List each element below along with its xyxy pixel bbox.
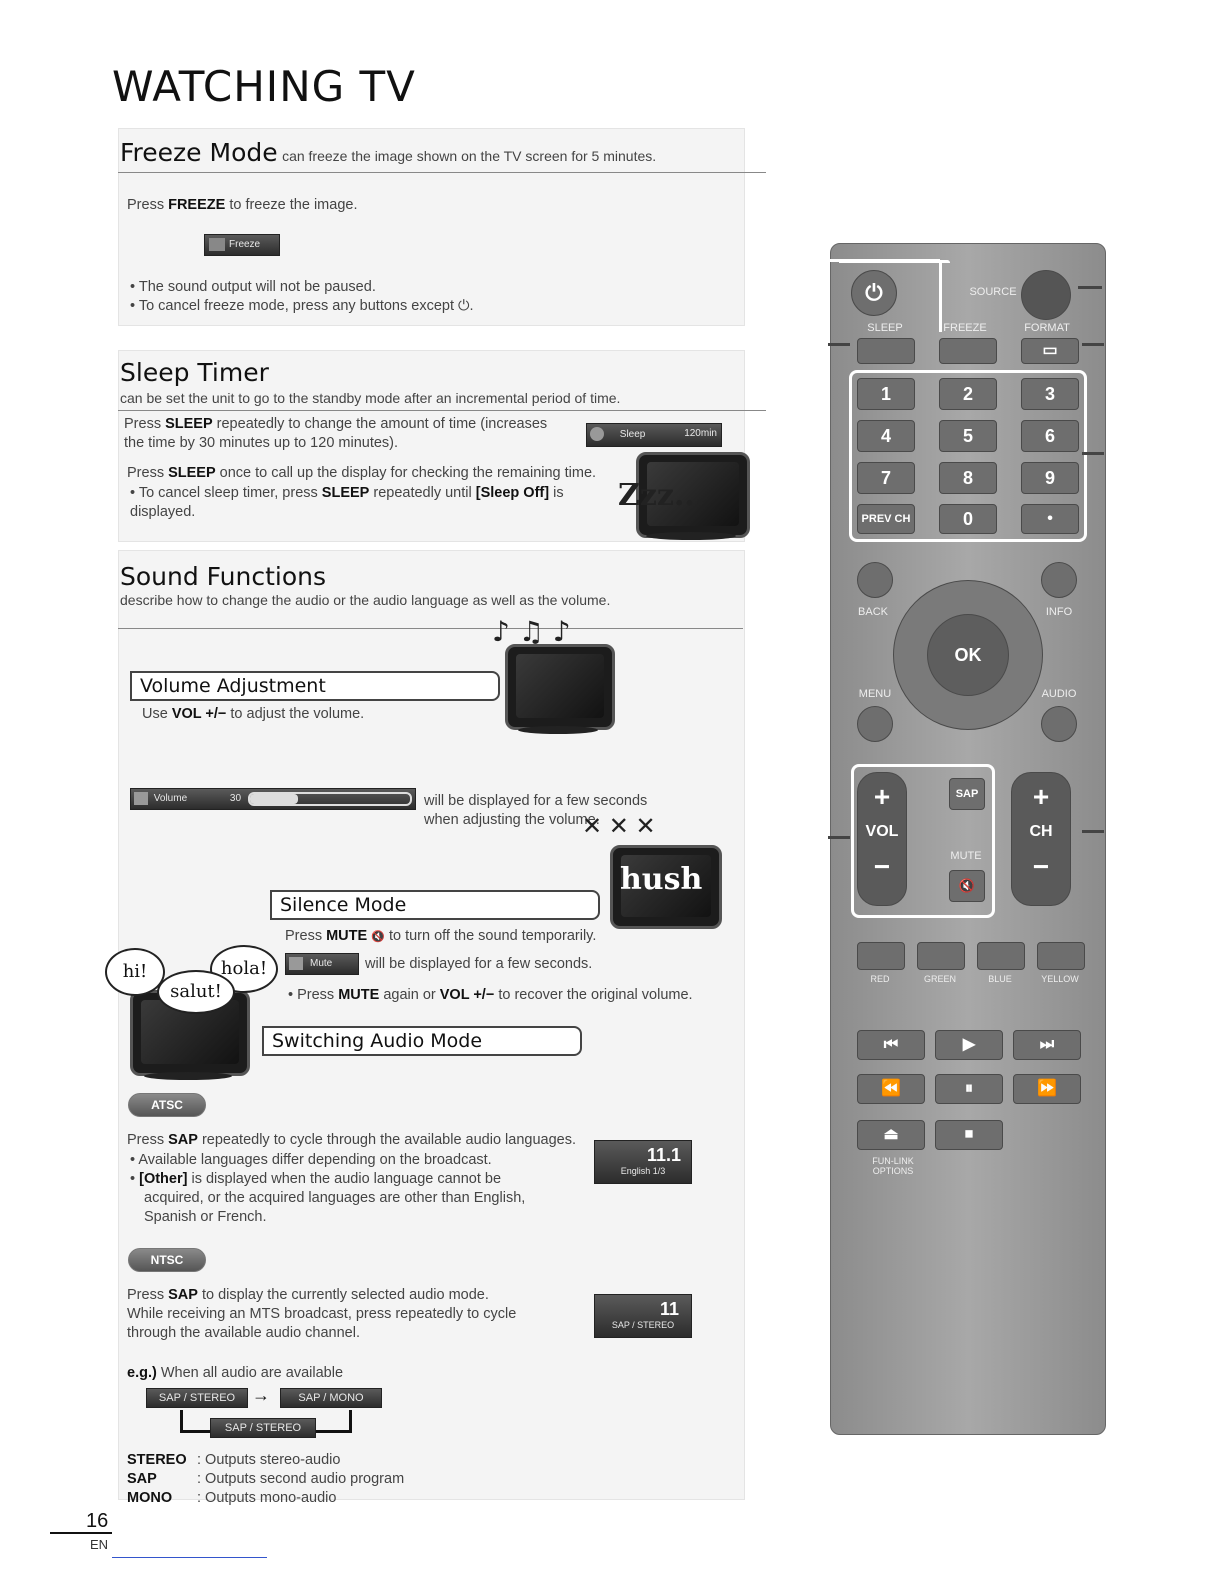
hush-text: hush [620, 862, 703, 897]
ntsc-osd: 11 SAP / STEREO [594, 1294, 692, 1338]
speaker-icon [134, 792, 148, 805]
ntsc-text: Press SAP to display the currently selected audio mode. While receiving an MTS broadcast, press repeatedly to cycle through the available audio channel. [127, 1287, 517, 1341]
sleep-desc: can be set the unit to go to the standby mode after an incremental period of time. [120, 390, 621, 406]
bubble-hola: hola! [210, 945, 278, 993]
atsc-badge: ATSC [128, 1093, 206, 1117]
remote-menu-label: MENU [858, 688, 892, 700]
legend-mono: MONO : Outputs mono-audio [127, 1490, 337, 1506]
remote-digit-0[interactable]: 0 [939, 504, 997, 534]
remote-sap-button[interactable]: SAP [949, 778, 985, 810]
remote-red-button[interactable] [857, 942, 905, 970]
remote-yellow-label: YELLOW [1041, 974, 1079, 984]
remote-control [830, 243, 1106, 1435]
freeze-bullets [130, 278, 730, 316]
remote-sleep-button[interactable] [857, 338, 915, 364]
audio-tv-stand [144, 1072, 232, 1080]
remote-skip-fwd-button[interactable]: ⏭ [1013, 1030, 1081, 1060]
remote-eject-button[interactable]: ⏏ [857, 1120, 925, 1150]
pause-icon [209, 238, 225, 251]
leader-line-ch [1082, 830, 1104, 833]
atsc-bullet-1: • Available languages differ depending on the broadcast. [130, 1152, 492, 1168]
remote-red-label: RED [870, 974, 890, 984]
page-number: 16 [86, 1510, 109, 1532]
atsc-bullets [130, 1151, 550, 1227]
remote-mute-label: MUTE [950, 850, 982, 862]
silence-heading: Silence Mode [270, 890, 600, 920]
volume-heading: Volume Adjustment [130, 671, 500, 701]
sound-desc: describe how to change the audio or the audio language as well as the volume. [120, 592, 611, 608]
remote-info-button[interactable] [1041, 562, 1077, 598]
remote-digit-2[interactable]: 2 [939, 378, 997, 410]
remote-freeze-button[interactable] [939, 338, 997, 364]
sleep-line-2: Press SLEEP once to call up the display for checking the remaining time. [127, 465, 597, 481]
page-lang: EN [90, 1537, 109, 1552]
remote-source-button[interactable] [1021, 270, 1071, 320]
leader-line-vol [828, 836, 850, 839]
remote-blue-label: BLUE [988, 974, 1012, 984]
volume-tv-stand [518, 726, 598, 734]
remote-mute-button[interactable]: 🔇 [949, 870, 985, 902]
remote-ch-rocker[interactable]: + CH − [1011, 772, 1071, 906]
audio-heading: Switching Audio Mode [262, 1026, 582, 1056]
remote-ffwd-button[interactable]: ⏩ [1013, 1074, 1081, 1104]
legend-stereo: STEREO : Outputs stereo-audio [127, 1452, 341, 1468]
page-title: WATCHING TV [112, 62, 416, 111]
leader-line-freeze [830, 259, 940, 262]
freeze-heading: Freeze Mode [120, 138, 278, 167]
remote-ok-button[interactable]: OK [927, 614, 1009, 696]
sleep-rule [118, 410, 766, 411]
remote-blue-button[interactable] [977, 942, 1025, 970]
remote-freeze-label: FREEZE [943, 322, 987, 334]
remote-power-button[interactable]: ⏻ [851, 270, 897, 316]
volume-osd: Volume 30 [130, 788, 416, 810]
flow-stereo-return: SAP / STEREO [210, 1418, 316, 1438]
remote-pause-button[interactable]: ⏸ [935, 1074, 1003, 1104]
leader-line-sleep [828, 343, 850, 346]
leader-line-numpad [1082, 452, 1104, 455]
remote-digit-5[interactable]: 5 [939, 420, 997, 452]
freeze-key: FREEZE [168, 197, 226, 213]
remote-rewind-button[interactable]: ⏪ [857, 1074, 925, 1104]
atsc-bullet-2: • [Other] is displayed when the audio language cannot be acquired, or the acquired languages are other than English, Spanish or French. [130, 1171, 526, 1225]
remote-stop-button[interactable]: ⏹ [935, 1120, 1003, 1150]
freeze-desc: can freeze the image shown on the TV screen for 5 minutes. [282, 148, 657, 164]
remote-digit-3[interactable]: 3 [1021, 378, 1079, 410]
volume-level-bar [248, 792, 412, 806]
sleep-tv-stand [646, 532, 736, 540]
freeze-rule [118, 172, 766, 173]
sleep-heading: Sleep Timer [120, 358, 269, 387]
remote-play-button[interactable]: ▶ [935, 1030, 1003, 1060]
remote-green-button[interactable] [917, 942, 965, 970]
remote-format-label: FORMAT [1024, 322, 1070, 334]
sleep-line-1: Press SLEEP repeatedly to change the amount of time (increases the time by 30 minutes up to 120 minutes). [124, 416, 548, 451]
remote-digit-6[interactable]: 6 [1021, 420, 1079, 452]
remote-format-button[interactable]: ▭ [1021, 338, 1079, 364]
silence-press-text: Press MUTE 🔇 to turn off the sound temporarily. [285, 928, 597, 944]
flow-stereo: SAP / STEREO [146, 1388, 248, 1408]
remote-prevch-button[interactable]: PREV CH [857, 504, 915, 534]
legend-sap: SAP : Outputs second audio program [127, 1471, 405, 1487]
power-icon: ⏻ [458, 298, 470, 314]
remote-yellow-button[interactable] [1037, 942, 1085, 970]
remote-green-label: GREEN [923, 974, 956, 984]
remote-digit-7[interactable]: 7 [857, 462, 915, 494]
remote-audio-button[interactable] [1041, 706, 1077, 742]
sleep-bullet: • To cancel sleep timer, press SLEEP repeatedly until [Sleep Off] is displayed. [130, 485, 564, 520]
freeze-bullet-1: • The sound output will not be paused. [130, 279, 376, 295]
remote-back-label: BACK [858, 606, 888, 618]
mute-osd-icon [289, 957, 303, 970]
freeze-header [120, 138, 656, 167]
mute-osd: Mute [285, 953, 359, 975]
freeze-leader-line [939, 260, 942, 332]
zzz-text: Zzz... [618, 478, 706, 513]
mute-displayed-text: will be displayed for a few seconds. [365, 956, 593, 972]
leader-line-source [1078, 286, 1102, 289]
silence-bullet: • Press MUTE again or VOL +/− to recover the original volume. [288, 987, 693, 1003]
remote-dot-button[interactable]: • [1021, 504, 1079, 534]
bubble-salut: salut! [157, 970, 235, 1014]
flow-arrow-icon: → [252, 1385, 270, 1405]
remote-digit-4[interactable]: 4 [857, 420, 915, 452]
remote-skip-back-button[interactable]: ⏮ [857, 1030, 925, 1060]
freeze-press-text: Press FREEZE to freeze the image. [127, 197, 358, 213]
remote-audio-label: AUDIO [1041, 688, 1077, 700]
volume-displayed-text: will be displayed for a few seconds when adjusting the volume. [424, 793, 648, 828]
freeze-bullet-2: • To cancel freeze mode, press any buttons except ⏻. [130, 298, 474, 314]
volume-tv-illustration [505, 644, 615, 730]
sound-rule [118, 628, 743, 629]
remote-menu-button[interactable] [857, 706, 893, 742]
mute-icon: 🔇 [371, 930, 385, 943]
audio-legend [127, 1451, 404, 1508]
atsc-press-text: Press SAP repeatedly to cycle through the available audio languages. [127, 1132, 576, 1148]
remote-sleep-label: SLEEP [867, 322, 903, 334]
sleep-osd: Sleep 120min [586, 423, 722, 447]
remote-digit-8[interactable]: 8 [939, 462, 997, 494]
remote-digit-9[interactable]: 9 [1021, 462, 1079, 494]
remote-vol-rocker[interactable]: + VOL − [857, 772, 907, 906]
freeze-osd: Freeze [204, 234, 280, 256]
page-number-rule [50, 1532, 112, 1534]
remote-info-label: INFO [1045, 606, 1073, 618]
volume-use-text: Use VOL +/− to adjust the volume. [142, 706, 365, 722]
leader-line-format [1082, 343, 1104, 346]
remote-fun-link-label: FUN-LINK OPTIONS [872, 1156, 914, 1176]
music-notes-icon: ♪ ♫ ♪ [492, 615, 571, 648]
mute-cross-marks: ✕ ✕ ✕ [582, 813, 656, 840]
bubble-hi: hi! [105, 948, 165, 996]
example-text: e.g.) When all audio are available [127, 1365, 344, 1381]
remote-digit-1[interactable]: 1 [857, 378, 915, 410]
atsc-osd: 11.1 English 1/3 [594, 1140, 692, 1184]
sound-heading: Sound Functions [120, 562, 327, 591]
remote-source-label: SOURCE [969, 286, 1017, 298]
sleep-clock-icon [590, 427, 604, 441]
footer-link-rule [112, 1557, 267, 1558]
flow-mono: SAP / MONO [280, 1388, 382, 1408]
remote-back-button[interactable] [857, 562, 893, 598]
ntsc-badge: NTSC [128, 1248, 206, 1272]
